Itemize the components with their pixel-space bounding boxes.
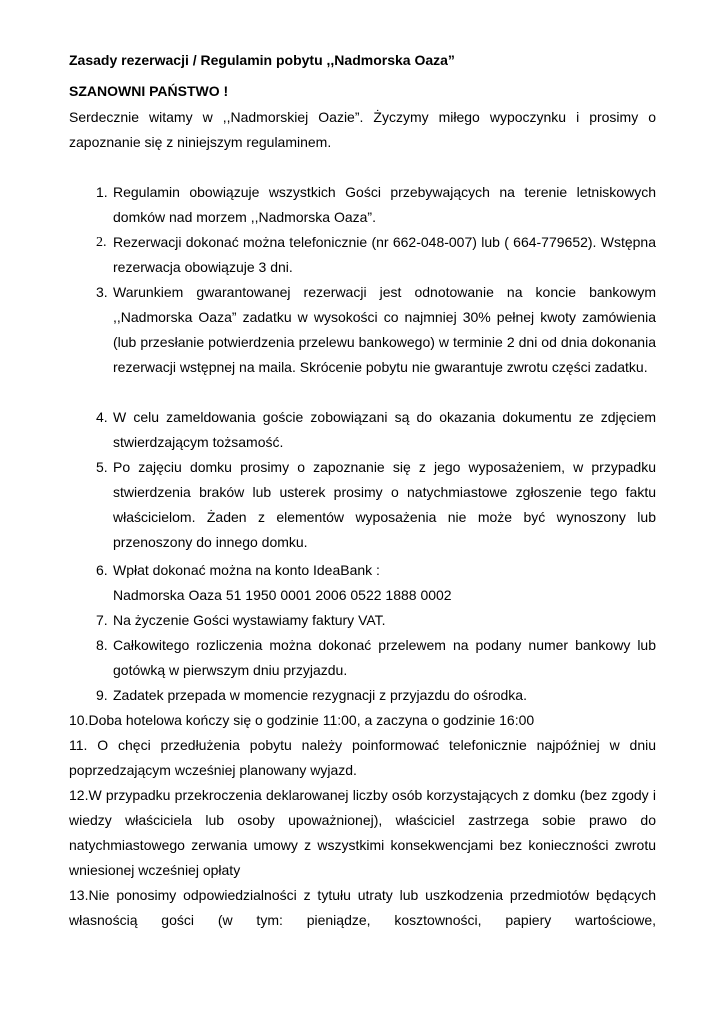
list-item-number: 1. bbox=[96, 184, 108, 200]
list-item-7 bbox=[96, 608, 656, 633]
list-item-12: 12.W przypadku przekroczenia deklarowanej liczby osób korzystających z domku (bez zgody i wiedzy właściciela lub osoby upoważnionej), właściciel zastrzega sobie prawo do natychmiastowego zerwania umowy z wszystkimi konsekwencjami bez konieczności zwrotu wniesionej wcześniej opłaty bbox=[69, 787, 656, 878]
list-item-number: 6. bbox=[96, 562, 108, 578]
list-item-6 bbox=[96, 558, 656, 608]
list-item-number: 3. bbox=[96, 284, 108, 300]
list-item-number: 7. bbox=[96, 612, 108, 628]
list-item-number: 4. bbox=[96, 409, 108, 425]
list-item-number: 9. bbox=[96, 687, 108, 703]
list-item-text: Rezerwacji dokonać można telefonicznie (nr 662-048-007) lub ( 664-779652). Wstępna rezerwacja obowiązuje 3 dni. bbox=[113, 234, 656, 275]
document-title: Zasady rezerwacji / Regulamin pobytu ,,Nadmorska Oaza” bbox=[69, 52, 455, 68]
list-item-11: 11. O chęci przedłużenia pobytu należy poinformować telefonicznie najpóźniej w dniu poprzedzającym wcześniej planowany wyjazd. bbox=[69, 737, 656, 778]
list-item-2 bbox=[96, 230, 656, 280]
list-item-5 bbox=[96, 455, 656, 555]
list-item-4 bbox=[96, 405, 656, 455]
list-item-9 bbox=[96, 683, 656, 708]
list-item-10: 10.Doba hotelowa kończy się o godzinie 11:00, a zaczyna o godzinie 16:00 bbox=[69, 712, 535, 728]
list-item-13: 13.Nie ponosimy odpowiedzialności z tytułu utraty lub uszkodzenia przedmiotów będących własnością gości (w tym: pieniądze, kosztowności, papiery wartościowe, bbox=[69, 887, 656, 928]
list-item-text: Po zajęciu domku prosimy o zapoznanie się z jego wyposażeniem, w przypadku stwierdzenia braków lub usterek prosimy o natychmiastowe zgłoszenie tego faktu właścicielom. Żaden z elementów wyposażenia nie może być wynoszony lub przenoszony do innego domku. bbox=[113, 459, 656, 550]
list-item-text: Warunkiem gwarantowanej rezerwacji jest odnotowanie na koncie bankowym ,,Nadmorska Oaza” zadatku w wysokości co najmniej 30% pełnej kwoty zamówienia (lub przesłanie potwierdzenia przelewu bankowego) w terminie 2 dni od dnia dokonania rezerwacji wstępnej na maila. Skrócenie pobytu nie gwarantuje zwrotu części zadatku. bbox=[113, 284, 656, 375]
intro-paragraph: Serdecznie witamy w ,,Nadmorskiej Oazie”. Życzymy miłego wypoczynku i prosimy o zapoznanie się z niniejszym regulaminem. bbox=[69, 109, 656, 150]
bank-account-number: Nadmorska Oaza 51 1950 0001 2006 0522 1888 0002 bbox=[113, 587, 452, 603]
list-item-number: 5. bbox=[96, 459, 108, 475]
list-item-1 bbox=[96, 180, 656, 230]
list-item-text: Całkowitego rozliczenia można dokonać przelewem na podany numer bankowy lub gotówką w pierwszym dniu przyjazdu. bbox=[113, 637, 656, 678]
list-item-number: 2. bbox=[96, 235, 107, 250]
list-item-8 bbox=[96, 633, 656, 683]
list-item-text: Na życzenie Gości wystawiamy faktury VAT. bbox=[113, 612, 386, 628]
greeting-heading: SZANOWNI PAŃSTWO ! bbox=[69, 83, 229, 99]
list-item-text: Zadatek przepada w momencie rezygnacji z przyjazdu do ośrodka. bbox=[113, 687, 527, 703]
list-item-text: Regulamin obowiązuje wszystkich Gości przebywających na terenie letniskowych domków nad morzem ,,Nadmorska Oaza”. bbox=[113, 184, 656, 225]
list-item-text: W celu zameldowania goście zobowiązani są do okazania dokumentu ze zdjęciem stwierdzającym tożsamość. bbox=[113, 409, 656, 450]
list-item-text: Wpłat dokonać można na konto IdeaBank : bbox=[113, 562, 380, 578]
list-item-number: 8. bbox=[96, 637, 108, 653]
list-item-3 bbox=[96, 280, 656, 380]
